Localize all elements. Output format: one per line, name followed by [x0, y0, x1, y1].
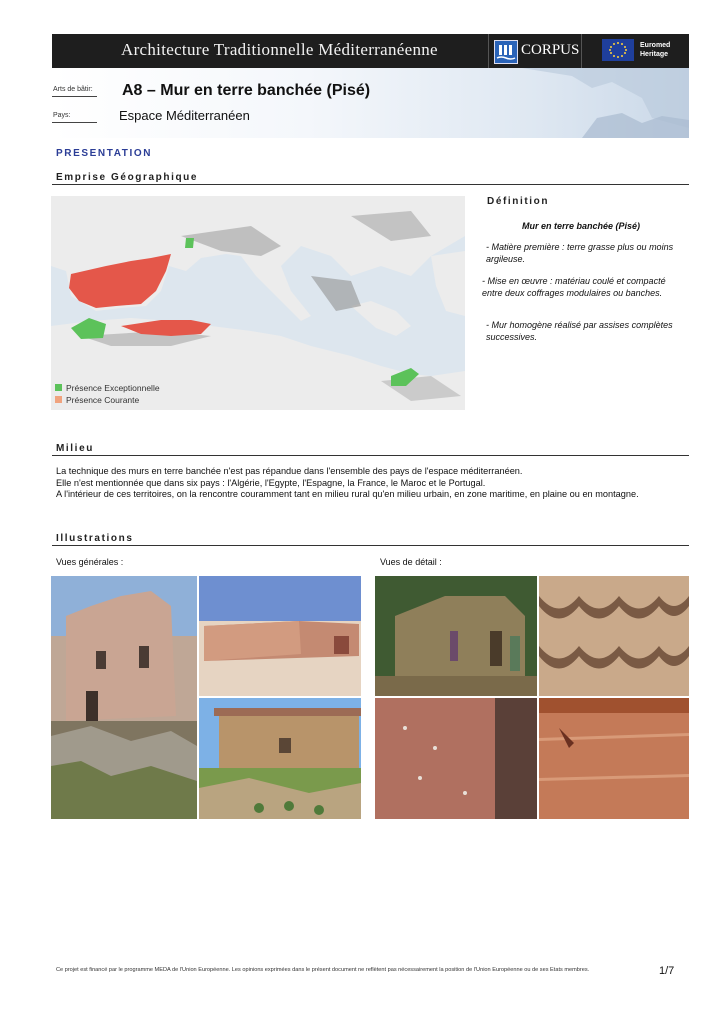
photo-wall-texture-detail [539, 698, 689, 819]
euromed-line1: Euromed [640, 42, 671, 49]
euromed-label [640, 41, 670, 59]
sub-header-band [52, 68, 689, 138]
corpus-logo-icon [494, 40, 518, 64]
illustrations-rule [52, 545, 689, 546]
corpus-label: CORPUS [521, 42, 580, 58]
definition-heading: Définition [487, 196, 550, 207]
emprise-rule [52, 184, 689, 185]
header-title: Architecture Traditionnelle Méditerranéenne [121, 40, 438, 59]
definition-item: - Matière première : terre grasse plus ou moins argileuse. [486, 242, 674, 264]
general-views-label: Vues générales : [56, 557, 124, 567]
eu-flag-icon [602, 39, 634, 61]
presentation-heading: PRESENTATION [56, 148, 153, 159]
definition-item: - Mise en œuvre : matériau coulé et compacté entre deux coffrages modulaires ou banches. [482, 276, 666, 298]
arts-underline [52, 96, 97, 97]
legend-common: Présence Courante [66, 395, 140, 405]
illustrations-heading: Illustrations [56, 533, 134, 544]
photo-earth-house-garden [199, 698, 361, 819]
footer-note: Ce projet est financé par le programme MEDA de l'Union Européenne. Les opinions exprimées dans le présent document ne reflètent pas nécessairement la position de l'Union Européenne ou de ses Etats membres. [56, 967, 590, 973]
pays-underline [52, 122, 97, 123]
photo-earth-wall-field [199, 576, 361, 696]
photo-ruined-house [51, 576, 197, 819]
detail-views-label: Vues de détail : [380, 557, 442, 567]
milieu-text [56, 466, 686, 501]
mediterranean-map [51, 196, 465, 410]
euromed-line2: Heritage [640, 51, 669, 58]
milieu-line: La technique des murs en terre banchée n'est pas répandue dans l'ensemble des pays de l'espace méditerranéen. [56, 466, 523, 476]
page-number: 1/7 [659, 965, 675, 977]
pays-label: Pays: [53, 112, 71, 119]
emprise-heading: Emprise Géographique [56, 172, 199, 183]
arts-label: Arts de bâtir: [53, 86, 93, 93]
milieu-heading: Milieu [56, 443, 94, 454]
milieu-rule [52, 455, 689, 456]
page-title: A8 – Mur en terre banchée (Pisé) [122, 82, 371, 99]
definition-item: - Mur homogène réalisé par assises complètes successives. [486, 320, 673, 342]
country-value: Espace Méditerranéen [119, 108, 250, 123]
legend-exceptional: Présence Exceptionnelle [66, 383, 160, 393]
photo-village-people [375, 576, 537, 696]
milieu-line: Elle n'est mentionnée que dans six pays : l'Algérie, l'Egypte, l'Espagne, la France, le Maroc et le Portugal. [56, 477, 486, 488]
photo-wall-arches-detail [539, 576, 689, 696]
definition-subtitle: Mur en terre banchée (Pisé) [522, 221, 641, 231]
milieu-line: A l'intérieur de ces territoires, on la rencontre couramment tant en milieu rural qu'en milieu urbain, en zone maritime, en plaine ou en montagne. [56, 489, 639, 500]
photo-wall-corner-detail [375, 698, 537, 819]
